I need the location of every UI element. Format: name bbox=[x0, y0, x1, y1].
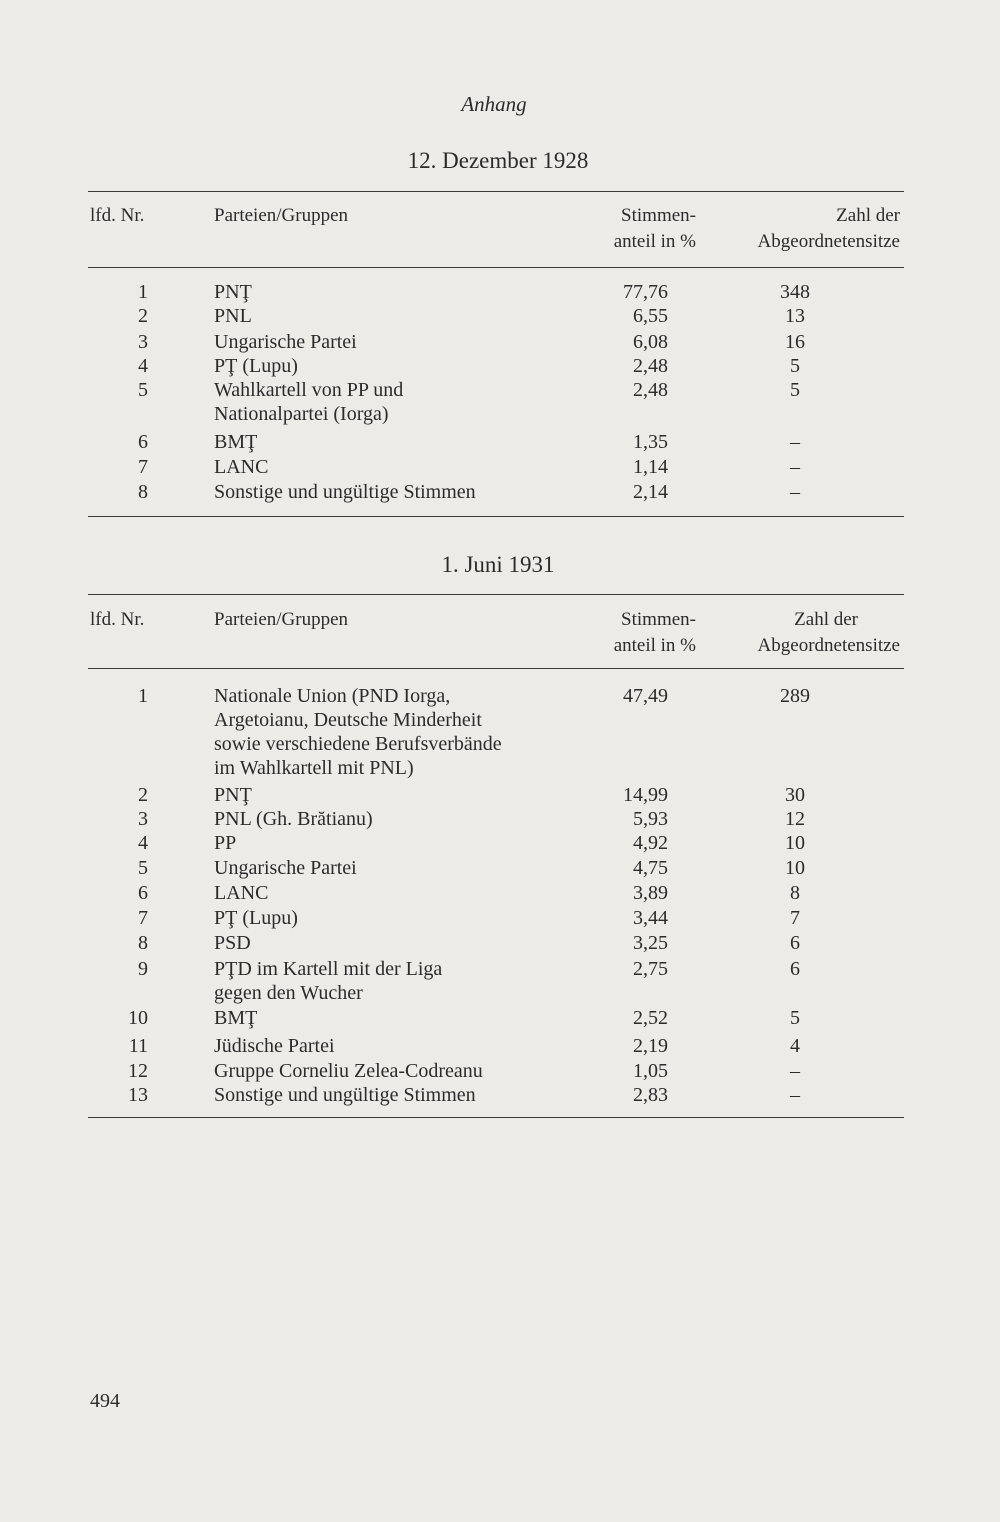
party-name: PNL (Gh. Brătianu) bbox=[214, 808, 373, 830]
row-number: 8 bbox=[138, 481, 148, 503]
seat-count: – bbox=[790, 1084, 800, 1106]
party-name: Gruppe Corneliu Zelea-Codreanu bbox=[214, 1060, 483, 1082]
row-number: 13 bbox=[128, 1084, 148, 1106]
row-number: 8 bbox=[138, 932, 148, 954]
party-name: PNL bbox=[214, 305, 252, 327]
page-number: 494 bbox=[90, 1390, 120, 1412]
table-rule-header bbox=[88, 267, 904, 268]
table-rule-bottom bbox=[88, 1117, 904, 1118]
row-number: 7 bbox=[138, 907, 148, 929]
row-number: 1 bbox=[138, 685, 148, 707]
party-name: BMŢ bbox=[214, 431, 258, 453]
col-header-seats-line1: Zahl der bbox=[836, 205, 900, 226]
col-header-nr: lfd. Nr. bbox=[90, 609, 145, 630]
party-name: PŢ (Lupu) bbox=[214, 907, 298, 929]
vote-share: 47,49 bbox=[623, 685, 668, 707]
table-rule-bottom bbox=[88, 516, 904, 517]
row-number: 10 bbox=[128, 1007, 148, 1029]
vote-share: 2,83 bbox=[633, 1084, 668, 1106]
row-number: 11 bbox=[128, 1035, 148, 1057]
row-number: 2 bbox=[138, 305, 148, 327]
party-name: Sonstige und ungültige Stimmen bbox=[214, 481, 476, 503]
seat-count: 16 bbox=[785, 331, 805, 353]
party-name: PSD bbox=[214, 932, 251, 954]
vote-share: 2,48 bbox=[633, 379, 668, 401]
party-name: PNŢ bbox=[214, 281, 252, 303]
col-header-share-line1: Stimmen- bbox=[621, 205, 696, 226]
col-header-seats-line1: Zahl der bbox=[794, 609, 858, 630]
col-header-share-line1: Stimmen- bbox=[621, 609, 696, 630]
seat-count: 10 bbox=[785, 857, 805, 879]
col-header-share-line2: anteil in % bbox=[613, 231, 696, 252]
party-name: PŢ (Lupu) bbox=[214, 355, 298, 377]
vote-share: 2,52 bbox=[633, 1007, 668, 1029]
seat-count: 10 bbox=[785, 832, 805, 854]
party-name: Wahlkartell von PP und Nationalpartei (Iorga) bbox=[214, 379, 404, 425]
section-title-1931: 1. Juni 1931 bbox=[441, 552, 555, 577]
party-name: Ungarische Partei bbox=[214, 331, 357, 353]
row-number: 5 bbox=[138, 379, 148, 401]
vote-share: 1,35 bbox=[633, 431, 668, 453]
seat-count: 13 bbox=[785, 305, 805, 327]
seat-count: 4 bbox=[790, 1035, 800, 1057]
vote-share: 2,19 bbox=[633, 1035, 668, 1057]
col-header-seats-line2: Abgeordnetensitze bbox=[757, 635, 900, 656]
seat-count: – bbox=[790, 1060, 800, 1082]
vote-share: 4,92 bbox=[633, 832, 668, 854]
row-number: 6 bbox=[138, 882, 148, 904]
col-header-seats-line2: Abgeordnetensitze bbox=[757, 231, 900, 252]
seat-count: 6 bbox=[790, 932, 800, 954]
party-name: PNŢ bbox=[214, 784, 252, 806]
seat-count: 30 bbox=[785, 784, 805, 806]
vote-share: 1,05 bbox=[633, 1060, 668, 1082]
vote-share: 2,48 bbox=[633, 355, 668, 377]
party-name: Ungarische Partei bbox=[214, 857, 357, 879]
seat-count: 8 bbox=[790, 882, 800, 904]
row-number: 1 bbox=[138, 281, 148, 303]
seat-count: 5 bbox=[790, 379, 800, 401]
vote-share: 3,89 bbox=[633, 882, 668, 904]
vote-share: 3,44 bbox=[633, 907, 668, 929]
section-title-1928: 12. Dezember 1928 bbox=[407, 148, 589, 173]
table-rule-header bbox=[88, 668, 904, 669]
party-name: PP bbox=[214, 832, 237, 854]
party-name: LANC bbox=[214, 882, 269, 904]
vote-share: 2,75 bbox=[633, 958, 668, 980]
table-rule-top bbox=[88, 594, 904, 595]
row-number: 12 bbox=[128, 1060, 148, 1082]
vote-share: 6,55 bbox=[633, 305, 668, 327]
seat-count: – bbox=[790, 456, 800, 478]
row-number: 3 bbox=[138, 808, 148, 830]
party-name: Nationale Union (PND Iorga, Argetoianu, Deutsche Minderheit sowie verschiedene Berufsverbände im Wahlkartell mit PNL) bbox=[214, 685, 502, 779]
seat-count: – bbox=[790, 431, 800, 453]
party-name: BMŢ bbox=[214, 1007, 258, 1029]
seat-count: 348 bbox=[780, 281, 810, 303]
row-number: 7 bbox=[138, 456, 148, 478]
row-number: 9 bbox=[138, 958, 148, 980]
vote-share: 4,75 bbox=[633, 857, 668, 879]
seat-count: – bbox=[790, 481, 800, 503]
vote-share: 6,08 bbox=[633, 331, 668, 353]
row-number: 4 bbox=[138, 355, 148, 377]
col-header-party: Parteien/Gruppen bbox=[214, 609, 349, 630]
vote-share: 1,14 bbox=[633, 456, 668, 478]
seat-count: 289 bbox=[780, 685, 810, 707]
row-number: 6 bbox=[138, 431, 148, 453]
row-number: 5 bbox=[138, 857, 148, 879]
table-rule-top bbox=[88, 191, 904, 192]
vote-share: 5,93 bbox=[633, 808, 668, 830]
seat-count: 5 bbox=[790, 355, 800, 377]
col-header-nr: lfd. Nr. bbox=[90, 205, 145, 226]
party-name: Sonstige und ungültige Stimmen bbox=[214, 1084, 476, 1106]
vote-share: 2,14 bbox=[633, 481, 668, 503]
col-header-party: Parteien/Gruppen bbox=[214, 205, 349, 226]
vote-share: 14,99 bbox=[623, 784, 668, 806]
row-number: 3 bbox=[138, 331, 148, 353]
party-name: PŢD im Kartell mit der Liga gegen den Wucher bbox=[214, 958, 443, 1004]
row-number: 2 bbox=[138, 784, 148, 806]
vote-share: 77,76 bbox=[623, 281, 668, 303]
party-name: Jüdische Partei bbox=[214, 1035, 335, 1057]
seat-count: 5 bbox=[790, 1007, 800, 1029]
vote-share: 3,25 bbox=[633, 932, 668, 954]
party-name: LANC bbox=[214, 456, 269, 478]
seat-count: 6 bbox=[790, 958, 800, 980]
running-head: Anhang bbox=[461, 92, 527, 116]
row-number: 4 bbox=[138, 832, 148, 854]
col-header-share-line2: anteil in % bbox=[613, 635, 696, 656]
seat-count: 12 bbox=[785, 808, 805, 830]
seat-count: 7 bbox=[790, 907, 800, 929]
